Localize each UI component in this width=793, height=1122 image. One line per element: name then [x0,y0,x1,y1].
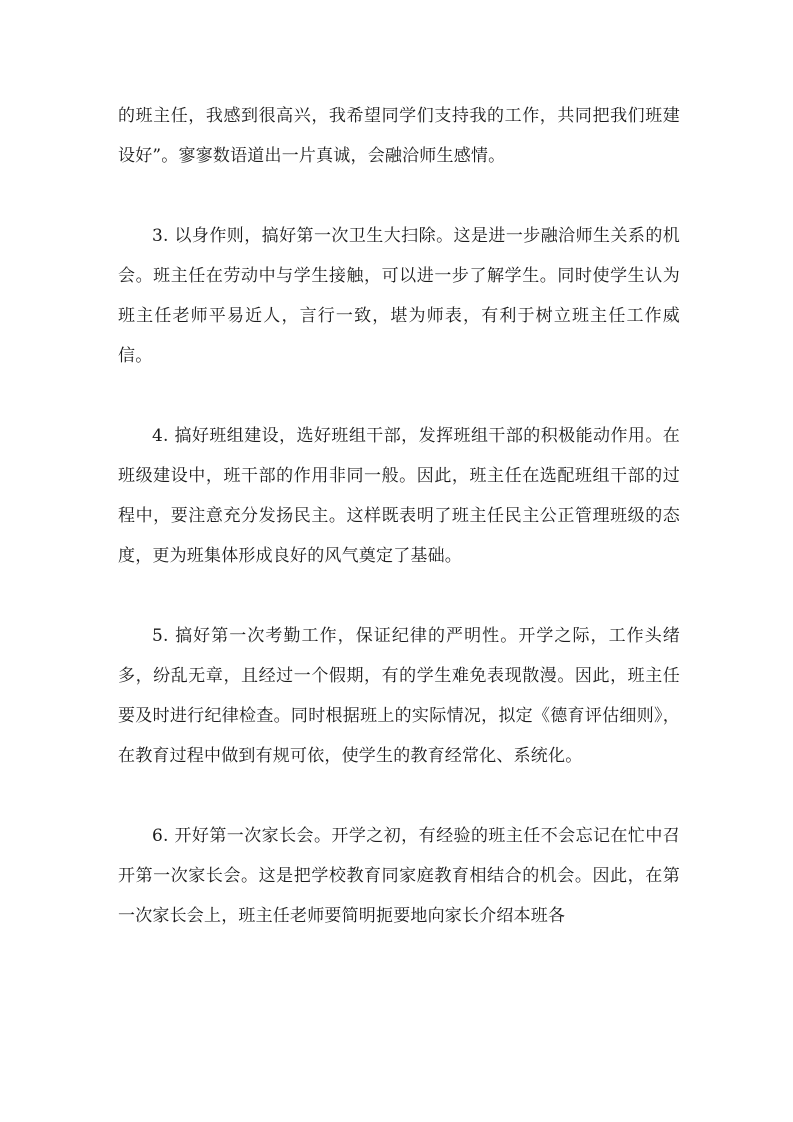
paragraph-item-4: 4. 搞好班组建设，选好班组干部，发挥班组干部的积极能动作用。在班级建设中，班干部的作用非同一般。因此，班主任在选配班组干部的过程中，要注意充分发扬民主。这样既表明了班主任民主公正管理班级的态度，更为班集体形成良好的风气奠定了基础。 [118,426,680,566]
paragraph-gap [118,776,680,816]
paragraph-item-5: 5. 搞好第一次考勤工作，保证纪律的严明性。开学之际，工作头绪多，纷乱无章，且经过一个假期，有的学生难免表现散漫。因此，班主任要及时进行纪律检查。同时根据班上的实际情况，拟定《德育评估细则》，在教育过程中做到有规可依，使学生的教育经常化、系统化。 [118,626,680,766]
paragraph-item-6: 6. 开好第一次家长会。开学之初，有经验的班主任不会忘记在忙中召开第一次家长会。这是把学校教育同家庭教育相结合的机会。因此，在第一次家长会上，班主任老师要简明扼要地向家长介绍本班各 [118,826,680,926]
paragraph-gap [118,376,680,416]
paragraph-continuation: 的班主任，我感到很高兴，我希望同学们支持我的工作，共同把我们班建设好”。寥寥数语道出一片真诚，会融洽师生感情。 [118,106,680,166]
paragraph-item-3: 3. 以身作则，搞好第一次卫生大扫除。这是进一步融洽师生关系的机会。班主任在劳动中与学生接触，可以进一步了解学生。同时使学生认为班主任老师平易近人，言行一致，堪为师表，有利于树立班主任工作威信。 [118,226,680,366]
paragraph-gap [118,576,680,616]
paragraph-gap [118,176,680,216]
document-page [118,96,680,936]
